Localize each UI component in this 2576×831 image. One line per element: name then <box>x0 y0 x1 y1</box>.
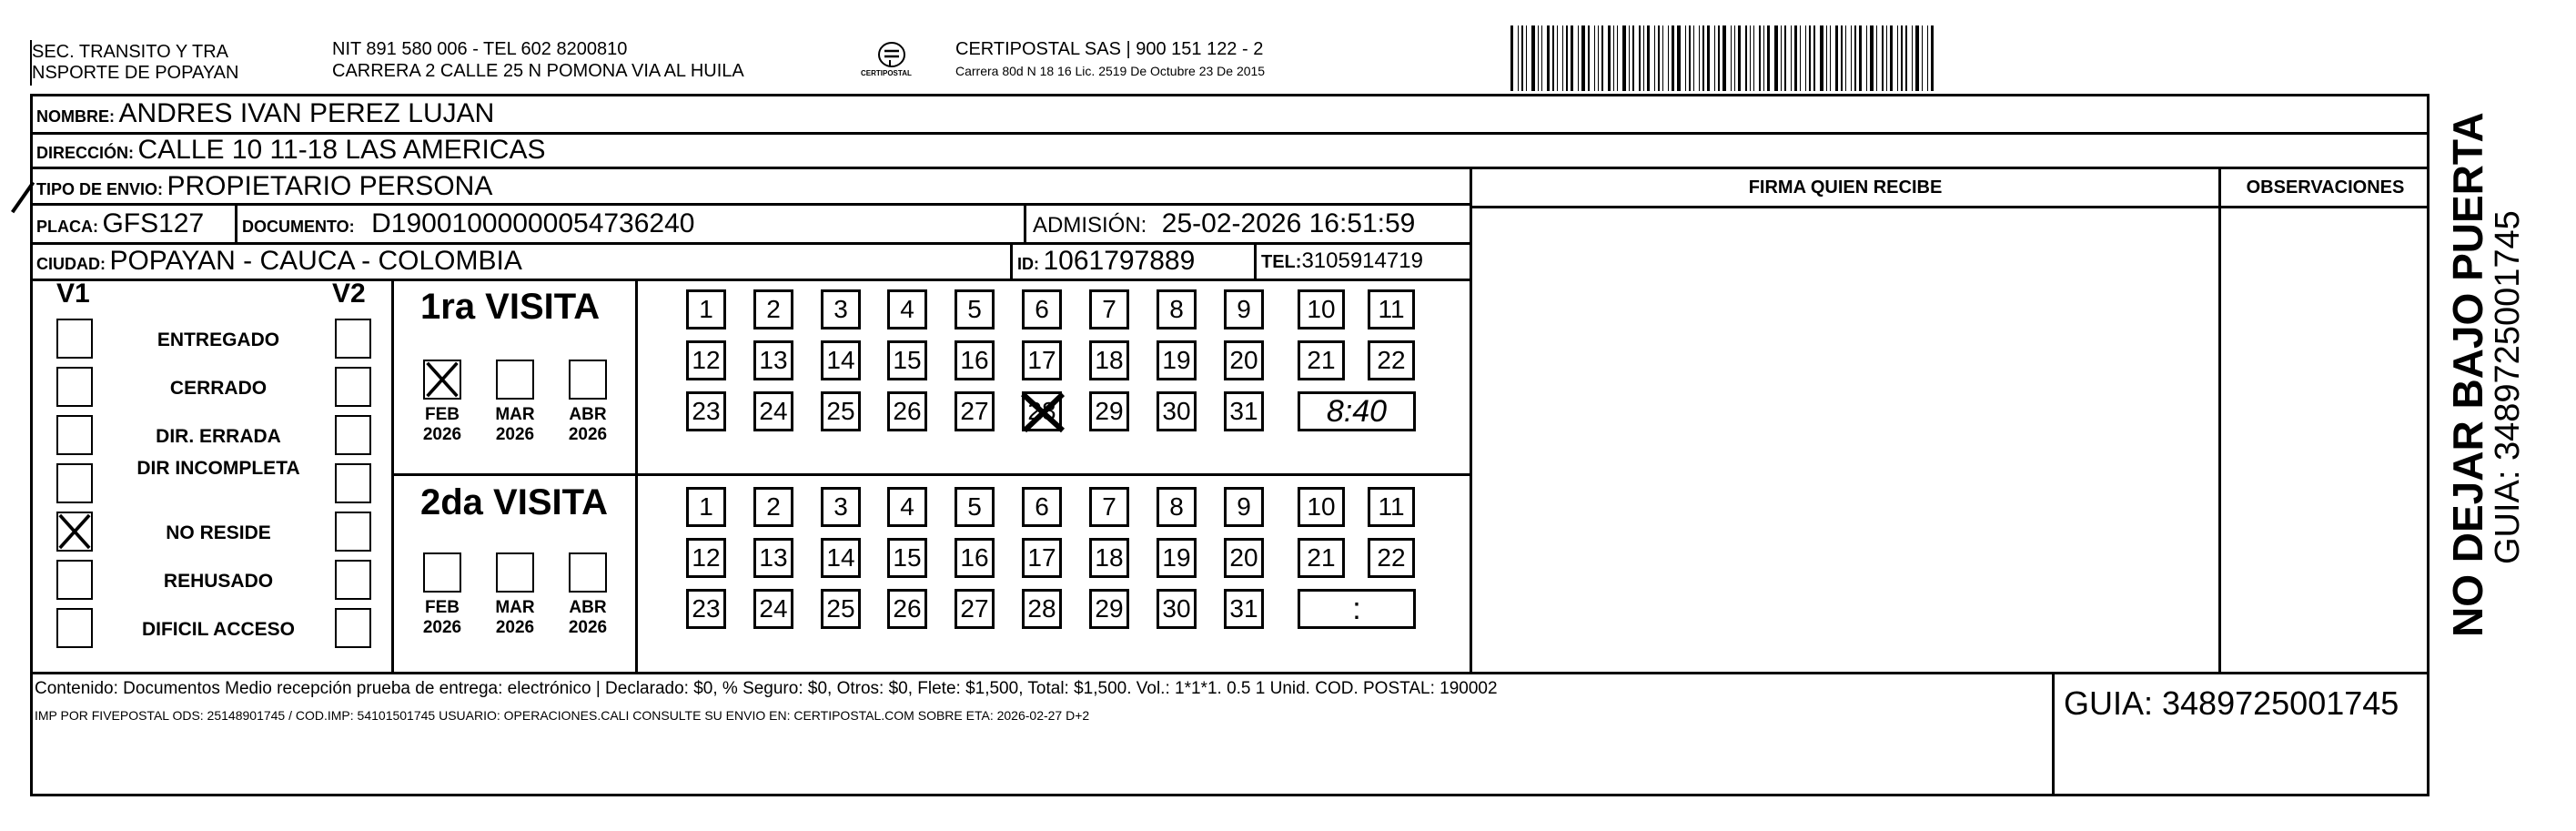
visit1-day-box[interactable]: 2 <box>753 289 793 329</box>
barcode-bar <box>1521 25 1523 91</box>
v1-checkbox[interactable] <box>56 367 93 407</box>
visit2-month-label <box>410 598 474 638</box>
visit2-day-box[interactable]: 20 <box>1224 538 1264 578</box>
tipo-value: PROPIETARIO PERSONA <box>167 171 493 201</box>
visit2-month-checkbox[interactable] <box>423 552 461 593</box>
certipostal-logo <box>861 36 919 84</box>
barcode-bar <box>1866 25 1867 91</box>
ciudad-label: CIUDAD: <box>36 255 106 273</box>
barcode-bar <box>1668 25 1669 91</box>
barcode-bar <box>1767 25 1770 91</box>
visit1-day-box[interactable]: 26 <box>887 391 927 431</box>
barcode-bar <box>1658 25 1660 91</box>
id-value: 1061797889 <box>1043 246 1196 276</box>
barcode-bar <box>1750 25 1751 91</box>
barcode-bar <box>1763 25 1764 91</box>
barcode-bar <box>1897 25 1898 91</box>
visit2-day-box[interactable]: 29 <box>1089 589 1129 629</box>
visit2-day-box[interactable]: 24 <box>753 589 793 629</box>
barcode-bar <box>1781 25 1782 91</box>
visit2-day-box[interactable]: 25 <box>821 589 861 629</box>
visit2-day-box[interactable]: 21 <box>1298 538 1345 578</box>
barcode-bar <box>1541 25 1542 91</box>
ciudad-value: POPAYAN - CAUCA - COLOMBIA <box>109 246 522 276</box>
visit1-day-box[interactable]: 20 <box>1224 340 1264 380</box>
barcode-bar <box>1794 25 1797 91</box>
visit1-month-checkbox[interactable] <box>569 360 607 400</box>
barcode-bar <box>1617 25 1618 91</box>
visit2-day-box[interactable]: 5 <box>955 487 995 527</box>
visit1-day-box[interactable]: 30 <box>1157 391 1197 431</box>
barcode-bar <box>1718 25 1720 91</box>
sender-line-1: SEC. TRANSITO Y TRA <box>32 42 228 62</box>
visit1-day-box[interactable]: 31 <box>1224 391 1264 431</box>
barcode-bar <box>1890 25 1893 91</box>
barcode-bar <box>1870 25 1874 91</box>
visit2-month-label <box>556 598 620 638</box>
visit1-day-box[interactable]: 22 <box>1368 340 1415 380</box>
carrier-address: Carrera 80d N 18 16 Lic. 2519 De Octubre 23 De 2015 <box>955 64 1266 78</box>
carrier-name: CERTIPOSTAL SAS | 900 151 122 - 2 <box>955 39 1264 59</box>
visit1-day-box[interactable]: 9 <box>1224 289 1264 329</box>
barcode-bar <box>1601 25 1603 91</box>
visit2-day-box[interactable]: 19 <box>1157 538 1197 578</box>
documento-value: D19001000000054736240 <box>371 208 695 238</box>
barcode-bar <box>1854 25 1856 91</box>
visit2-day-box[interactable]: 7 <box>1089 487 1129 527</box>
barcode-bar <box>1552 25 1554 91</box>
tipo-row <box>36 171 492 202</box>
visit-split-line <box>391 473 1470 476</box>
nit-line: NIT 891 580 006 - TEL 602 8200810 <box>332 39 628 59</box>
v1-checkbox[interactable] <box>56 560 93 600</box>
visit1-time-box[interactable]: 8:40 <box>1298 391 1416 431</box>
barcode-bar <box>1714 25 1715 91</box>
visit1-day-box[interactable]: 19 <box>1157 340 1197 380</box>
visit2-day-box[interactable]: 28 <box>1022 589 1062 629</box>
visit1-month-label <box>556 405 620 445</box>
barcode-bar <box>1886 25 1887 91</box>
side-guia: GUIA: 3489725001745 <box>2489 210 2527 564</box>
visit2-month-year: 2026 <box>422 618 462 637</box>
tel-divider <box>1254 242 1257 279</box>
visit2-month-checkbox[interactable] <box>569 552 607 593</box>
visit2-day-box[interactable]: 30 <box>1157 589 1197 629</box>
barcode-bar <box>1571 25 1573 91</box>
barcode-bar <box>1672 25 1674 91</box>
visit2-day-box[interactable]: 26 <box>887 589 927 629</box>
visit1-month-year: 2026 <box>568 425 608 444</box>
barcode-bar <box>1734 25 1735 91</box>
v1-checkbox[interactable] <box>56 608 93 648</box>
visit2-title: 2da VISITA <box>420 482 608 522</box>
barcode-bar <box>1738 25 1741 91</box>
visit1-day-box[interactable]: 4 <box>887 289 927 329</box>
row-line-2 <box>30 167 2430 169</box>
barcode-bar <box>1745 25 1747 91</box>
barcode-bar <box>1707 25 1710 91</box>
visit1-day-box[interactable]: 12 <box>686 340 726 380</box>
v2-checkbox[interactable] <box>335 463 371 503</box>
barcode-bar <box>1912 25 1913 91</box>
visit1-month-name: FEB <box>425 405 460 424</box>
visit1-month-label <box>410 405 474 445</box>
status-option-label: DIR INCOMPLETA <box>136 458 300 479</box>
id-divider <box>1010 242 1013 279</box>
visit2-month-name: FEB <box>425 598 460 617</box>
visit1-day-box[interactable]: 16 <box>955 340 995 380</box>
no-dejar-warning: NO DEJAR BAJO PUERTA <box>2444 112 2491 637</box>
barcode-bar <box>1518 25 1519 91</box>
visit1-day-box[interactable]: 11 <box>1368 289 1415 329</box>
barcode-bar <box>1538 25 1539 91</box>
admision-label: ADMISIÓN: <box>1033 213 1147 238</box>
status-option-label: CERRADO <box>169 378 268 399</box>
documento-label: DOCUMENTO: <box>242 218 355 236</box>
visit1-day-box[interactable]: 25 <box>821 391 861 431</box>
placa-value: GFS127 <box>102 208 205 238</box>
barcode-bar <box>1927 25 1928 91</box>
barcode-bar <box>1905 25 1907 91</box>
v1-checkbox[interactable] <box>56 415 93 455</box>
sender-bracket <box>30 40 32 86</box>
barcode-bar <box>1931 25 1934 91</box>
barcode-bar <box>1654 25 1655 91</box>
barcode-bar <box>1702 25 1704 91</box>
status-option-label: NO RESIDE <box>166 522 271 543</box>
v1-checkbox[interactable] <box>56 512 93 552</box>
visit2-day-box[interactable]: 9 <box>1224 487 1264 527</box>
barcode-bar <box>1632 25 1634 91</box>
observaciones-header: OBSERVACIONES <box>2246 177 2405 198</box>
id-label: ID: <box>1017 255 1039 273</box>
barcode-bar <box>1722 25 1726 91</box>
tipo-label: TIPO DE ENVIO: <box>36 180 164 198</box>
v2-checkbox[interactable] <box>335 560 371 600</box>
barcode-bar <box>1629 25 1630 91</box>
visit1-day-box[interactable]: 18 <box>1089 340 1129 380</box>
visit2-month-year: 2026 <box>495 618 535 637</box>
status-option-label: REHUSADO <box>163 571 274 592</box>
sender-line-2: NSPORTE DE POPAYAN <box>32 63 239 83</box>
barcode-bar <box>1613 25 1614 91</box>
documento-row <box>242 208 694 239</box>
visit2-month-year: 2026 <box>568 618 608 637</box>
barcode-bar <box>1813 25 1815 91</box>
v1-label: V1 <box>56 279 90 309</box>
direccion-row <box>36 135 545 166</box>
barcode-bar <box>1647 25 1650 91</box>
admision-divider <box>1024 203 1026 242</box>
status-option-label: DIR. ERRADA <box>156 426 281 447</box>
visit1-day-box[interactable]: 3 <box>821 289 861 329</box>
nombre-label: NOMBRE: <box>36 107 115 126</box>
visit2-month-name: MAR <box>495 598 535 617</box>
barcode-bar <box>1510 25 1513 91</box>
footer-line <box>30 672 2430 674</box>
footer-guia: GUIA: 3489725001745 <box>2064 684 2399 722</box>
ciudad-row <box>36 246 522 277</box>
footer-content-line: Contenido: Documentos Medio recepción prueba de entrega: electrónico | Declarado: $0, % Seguro: $0, Otros: $0, Flete: $1,500, Total: $1,500. Vol.: 1*1*1. 0.5 1 Unid. COD. POSTAL: 190002 <box>35 679 1498 698</box>
v2-label: V2 <box>332 279 366 309</box>
tel-row <box>1261 248 1423 274</box>
visit2-month-name: ABR <box>569 598 607 617</box>
barcode-bar <box>1677 25 1681 91</box>
barcode-bar <box>1662 25 1663 91</box>
visit1-day-box[interactable]: 15 <box>887 340 927 380</box>
visit1-day-box[interactable]: 5 <box>955 289 995 329</box>
visit1-month-name: ABR <box>569 405 607 424</box>
barcode-bar <box>1830 25 1831 91</box>
placa-doc-divider <box>235 203 237 242</box>
visit2-day-box[interactable]: 14 <box>821 538 861 578</box>
visit1-day-box[interactable]: 27 <box>955 391 995 431</box>
barcode-bar <box>1531 25 1535 91</box>
barcode-bar <box>1622 25 1626 91</box>
v1-checkbox[interactable] <box>56 319 93 359</box>
placa-label: PLACA: <box>36 218 98 236</box>
footer-print-line: IMP POR FIVEPOSTAL ODS: 25148901745 / COD.IMP: 54101501745 USUARIO: OPERACIONES.CALI CONSULTE SU ENVIO EN: CERTIPOSTAL.COM SOBRE ETA: 2026-02-27 D+2 <box>35 708 1090 723</box>
v2-checkbox[interactable] <box>335 608 371 648</box>
barcode-bar <box>1859 25 1862 91</box>
visit1-day-number: 28 <box>1027 397 1056 425</box>
visit2-day-box[interactable]: 8 <box>1157 487 1197 527</box>
visit2-day-box[interactable]: 18 <box>1089 538 1129 578</box>
barcode-bar <box>1901 25 1903 91</box>
barcode-bar <box>1526 25 1527 91</box>
visit2-day-box[interactable]: 17 <box>1022 538 1062 578</box>
placa-row <box>36 208 204 239</box>
admision-row <box>1033 208 1415 239</box>
barcode-bar <box>1588 25 1590 91</box>
visit2-day-box[interactable]: 13 <box>753 538 793 578</box>
visit1-day-box[interactable]: 17 <box>1022 340 1062 380</box>
visit1-title: 1ra VISITA <box>420 287 601 327</box>
status-option-label: DIFICIL ACCESO <box>141 619 295 640</box>
barcode-bar <box>1643 25 1644 91</box>
visit2-day-box[interactable]: 2 <box>753 487 793 527</box>
visit2-day-box[interactable]: 22 <box>1368 538 1415 578</box>
barcode-bar <box>1699 25 1700 91</box>
address-line: CARRERA 2 CALLE 25 N POMONA VIA AL HUILA <box>332 61 744 81</box>
visit2-month-checkbox[interactable] <box>496 552 534 593</box>
visit1-day-box[interactable]: 6 <box>1022 289 1062 329</box>
barcode-bar <box>1759 25 1761 91</box>
visit2-day-box[interactable]: 16 <box>955 538 995 578</box>
visit2-time-box[interactable]: : <box>1298 589 1416 629</box>
row-line-3 <box>30 203 1472 206</box>
barcode-bar <box>1753 25 1754 91</box>
guia-left-line <box>2052 672 2055 796</box>
v2-checkbox[interactable] <box>335 415 371 455</box>
nombre-row <box>36 98 494 129</box>
visit2-day-box[interactable]: 27 <box>955 589 995 629</box>
visit2-day-box[interactable]: 6 <box>1022 487 1062 527</box>
visit1-month-checkbox[interactable] <box>423 360 461 400</box>
barcode-bar <box>1566 25 1568 91</box>
visit1-day-box[interactable]: 10 <box>1298 289 1345 329</box>
visit1-day-box[interactable]: 13 <box>753 340 793 380</box>
barcode-bar <box>1820 25 1823 91</box>
barcode-bar <box>1922 25 1923 91</box>
visit2-day-box[interactable]: 23 <box>686 589 726 629</box>
barcode-bar <box>1845 25 1846 91</box>
barcode-bar <box>1547 25 1550 91</box>
tel-label: TEL: <box>1261 252 1302 272</box>
barcode-bar <box>1851 25 1852 91</box>
barcode-bar <box>1581 25 1585 91</box>
barcode-bar <box>1693 25 1694 91</box>
visit1-month-year: 2026 <box>422 425 462 444</box>
visit2-day-box[interactable]: 12 <box>686 538 726 578</box>
barcode-bar <box>1841 25 1843 91</box>
visit1-month-year: 2026 <box>495 425 535 444</box>
v1-checkbox[interactable] <box>56 463 93 503</box>
direccion-label: DIRECCIÓN: <box>36 144 134 162</box>
visit1-month-checkbox[interactable] <box>496 360 534 400</box>
barcode-bar <box>1774 25 1778 91</box>
visit1-day-box[interactable]: 24 <box>753 391 793 431</box>
barcode-bar <box>1562 25 1563 91</box>
v2-checkbox[interactable] <box>335 319 371 359</box>
visit2-day-box[interactable]: 15 <box>887 538 927 578</box>
visit2-month-label <box>483 598 547 638</box>
visit2-day-box[interactable]: 31 <box>1224 589 1264 629</box>
barcode-bar <box>1882 25 1884 91</box>
barcode-bar <box>1876 25 1877 91</box>
barcode-bar <box>1685 25 1686 91</box>
barcode-bar <box>1608 25 1611 91</box>
firma-header: FIRMA QUIEN RECIBE <box>1748 177 1943 198</box>
barcode-bar <box>1809 25 1811 91</box>
visit1-month-name: MAR <box>495 405 535 424</box>
visit2-day-box[interactable]: 3 <box>821 487 861 527</box>
direccion-value: CALLE 10 11-18 LAS AMERICAS <box>137 135 546 165</box>
visit1-day-box[interactable]: 23 <box>686 391 726 431</box>
row-line-5 <box>30 279 1472 281</box>
nombre-value: ANDRES IVAN PEREZ LUJAN <box>118 98 495 128</box>
firma-left-line <box>1470 167 1472 672</box>
barcode-bar <box>1826 25 1827 91</box>
visit1-day-box[interactable]: 29 <box>1089 391 1129 431</box>
admision-value: 25-02-2026 16:51:59 <box>1161 208 1416 238</box>
visit1-day-box[interactable] <box>1022 391 1062 431</box>
barcode-bar <box>1594 25 1595 91</box>
barcode-bar <box>1578 25 1579 91</box>
visit2-day-box[interactable]: 1 <box>686 487 726 527</box>
visit2-day-box[interactable]: 4 <box>887 487 927 527</box>
v2-checkbox[interactable] <box>335 512 371 552</box>
visit1-day-box[interactable]: 7 <box>1089 289 1129 329</box>
barcode <box>1510 25 1936 91</box>
barcode-bar <box>1805 25 1806 91</box>
barcode-bar <box>1791 25 1792 91</box>
visit1-day-box[interactable]: 14 <box>821 340 861 380</box>
col-header-line <box>1470 206 2430 208</box>
obs-left-line <box>2218 167 2221 672</box>
visit1-day-box[interactable]: 21 <box>1298 340 1345 380</box>
v2-checkbox[interactable] <box>335 367 371 407</box>
visit1-month-label <box>483 405 547 445</box>
visit1-day-box[interactable]: 8 <box>1157 289 1197 329</box>
id-row <box>1017 246 1195 277</box>
barcode-bar <box>1689 25 1691 91</box>
barcode-bar <box>1784 25 1786 91</box>
barcode-bar <box>1915 25 1919 91</box>
barcode-bar <box>1835 25 1838 91</box>
barcode-bar <box>1731 25 1732 91</box>
barcode-bar <box>1598 25 1599 91</box>
logo-text: CERTIPOSTAL <box>861 69 912 77</box>
barcode-bar <box>1557 25 1558 91</box>
visit2-day-box[interactable]: 11 <box>1368 487 1415 527</box>
barcode-bar <box>1639 25 1641 91</box>
barcode-bar <box>1800 25 1801 91</box>
visit2-day-box[interactable]: 10 <box>1298 487 1345 527</box>
visit1-day-box[interactable]: 1 <box>686 289 726 329</box>
status-option-label: ENTREGADO <box>157 329 280 350</box>
tel-value: 3105914719 <box>1301 248 1423 273</box>
